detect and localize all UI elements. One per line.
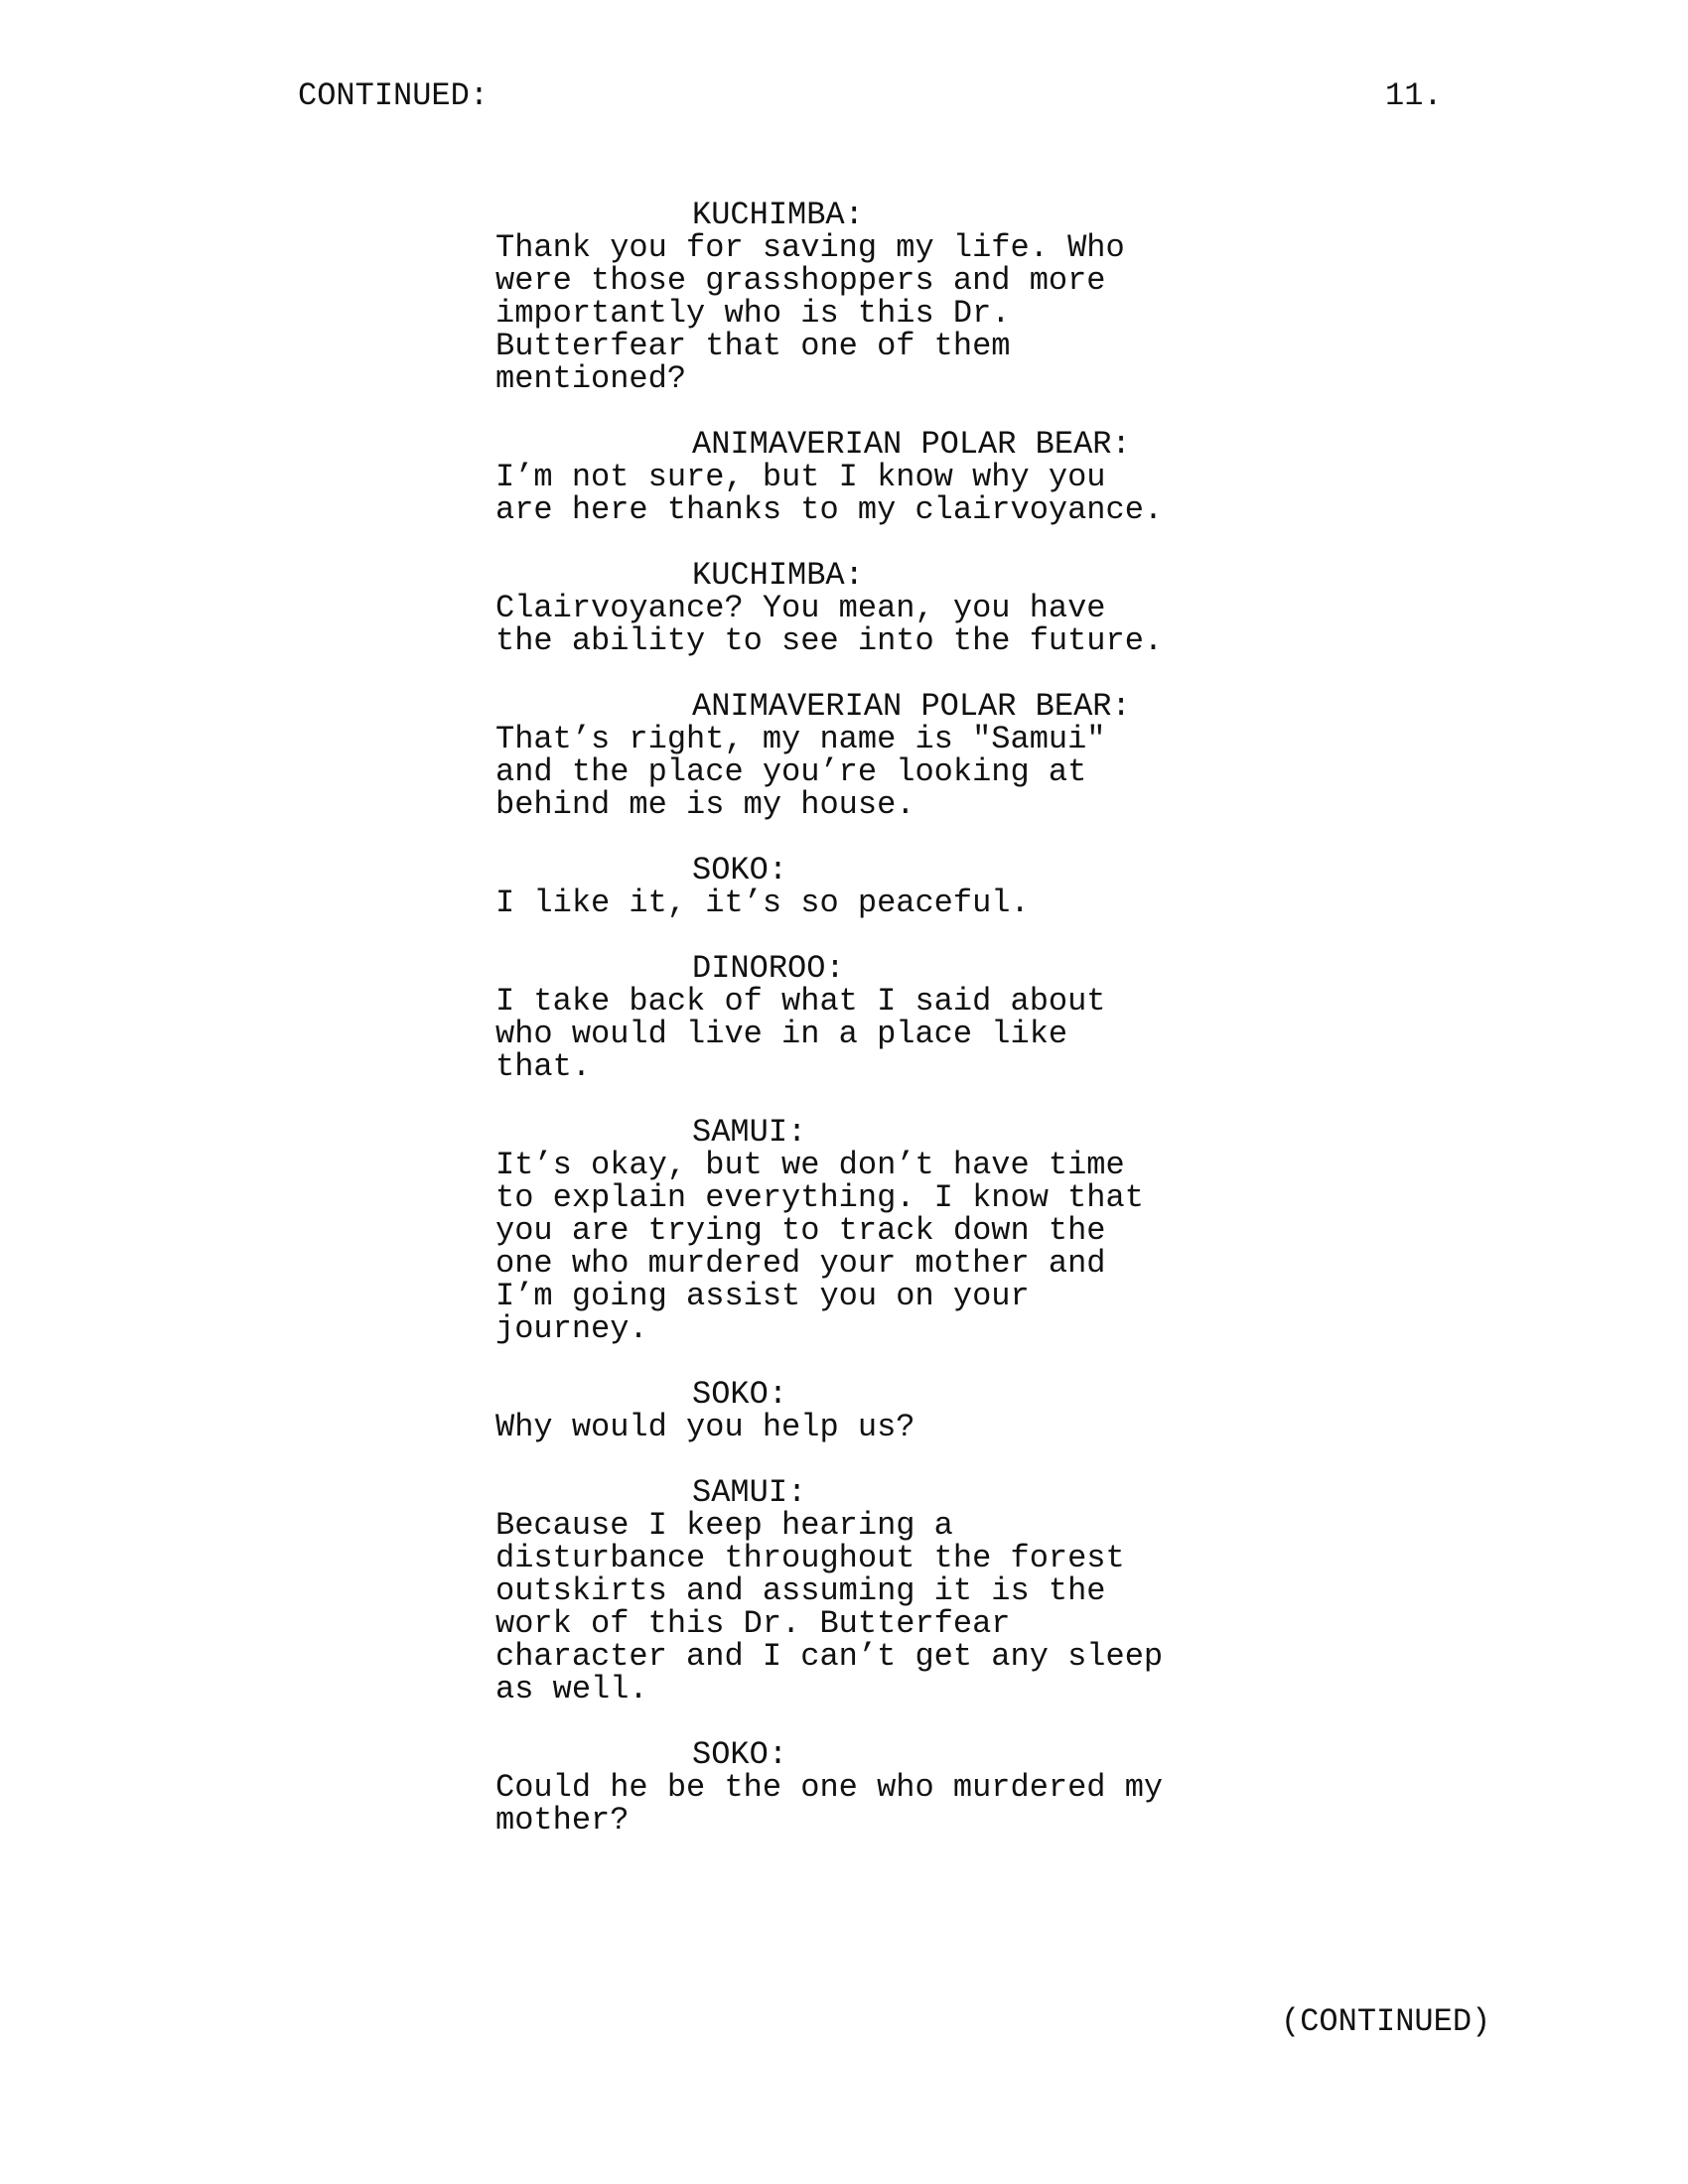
dialogue-line: mentioned?: [495, 360, 687, 397]
dialogue-line: I like it, it’s so peaceful.: [495, 885, 1030, 921]
dialogue-line: who would live in a place like: [495, 1016, 1068, 1052]
dialogue-line: Thank you for saving my life. Who: [495, 229, 1125, 266]
character-name: SOKO:: [692, 1376, 788, 1413]
dialogue-line: disturbance throughout the forest: [495, 1540, 1125, 1576]
dialogue-block: [495, 1738, 1250, 1837]
character-name: SAMUI:: [692, 1474, 807, 1511]
dialogue-line: Could he be the one who murdered my: [495, 1769, 1164, 1806]
dialogue-line: one who murdered your mother and: [495, 1245, 1106, 1282]
dialogue-line: are here thanks to my clairvoyance.: [495, 491, 1164, 528]
dialogue-line: It’s okay, but we don’t have time: [495, 1147, 1125, 1183]
page-number: 11.: [1385, 77, 1443, 114]
dialogue-line: work of this Dr. Butterfear: [495, 1605, 1011, 1642]
dialogue-line: Clairvoyance? You mean, you have: [495, 590, 1106, 626]
character-name: SOKO:: [692, 1736, 788, 1773]
character-name: ANIMAVERIAN POLAR BEAR:: [692, 688, 1131, 725]
dialogue-line: as well.: [495, 1671, 648, 1707]
dialogue-line: character and I can’t get any sleep: [495, 1638, 1164, 1675]
dialogue-line: to explain everything. I know that: [495, 1179, 1144, 1216]
dialogue-line: I’m not sure, but I know why you: [495, 459, 1106, 495]
dialogue-block: [495, 1476, 1250, 1706]
dialogue-block: [495, 1116, 1250, 1345]
dialogue-line: journey.: [495, 1310, 648, 1347]
dialogue-block: [495, 854, 1250, 919]
dialogue-line: That’s right, my name is "Samui": [495, 721, 1106, 757]
character-name: DINOROO:: [692, 950, 845, 987]
character-name: KUCHIMBA:: [692, 197, 864, 233]
dialogue-line: and the place you’re looking at: [495, 753, 1087, 790]
dialogue-block: [495, 199, 1250, 395]
dialogue-line: Butterfear that one of them: [495, 328, 1011, 364]
continued-header: CONTINUED:: [298, 77, 490, 114]
dialogue-line: Why would you help us?: [495, 1409, 915, 1445]
character-name: ANIMAVERIAN POLAR BEAR:: [692, 426, 1131, 463]
dialogue-line: that.: [495, 1048, 592, 1085]
dialogue-body: [495, 199, 1250, 1869]
dialogue-line: the ability to see into the future.: [495, 622, 1164, 659]
dialogue-block: [495, 690, 1250, 821]
continued-footer: (CONTINUED): [1281, 2003, 1491, 2040]
dialogue-line: mother?: [495, 1802, 630, 1839]
dialogue-block: [495, 428, 1250, 526]
dialogue-line: importantly who is this Dr.: [495, 295, 1011, 332]
dialogue-line: outskirts and assuming it is the: [495, 1572, 1106, 1609]
dialogue-line: Because I keep hearing a: [495, 1507, 953, 1544]
dialogue-block: [495, 559, 1250, 657]
character-name: SAMUI:: [692, 1114, 807, 1151]
dialogue-line: I take back of what I said about: [495, 983, 1106, 1020]
character-name: KUCHIMBA:: [692, 557, 864, 594]
character-name: SOKO:: [692, 852, 788, 888]
dialogue-line: I’m going assist you on your: [495, 1278, 1030, 1314]
dialogue-line: were those grasshoppers and more: [495, 262, 1106, 299]
dialogue-line: you are trying to track down the: [495, 1212, 1106, 1249]
dialogue-block: [495, 1378, 1250, 1443]
dialogue-line: behind me is my house.: [495, 786, 915, 823]
dialogue-block: [495, 952, 1250, 1083]
